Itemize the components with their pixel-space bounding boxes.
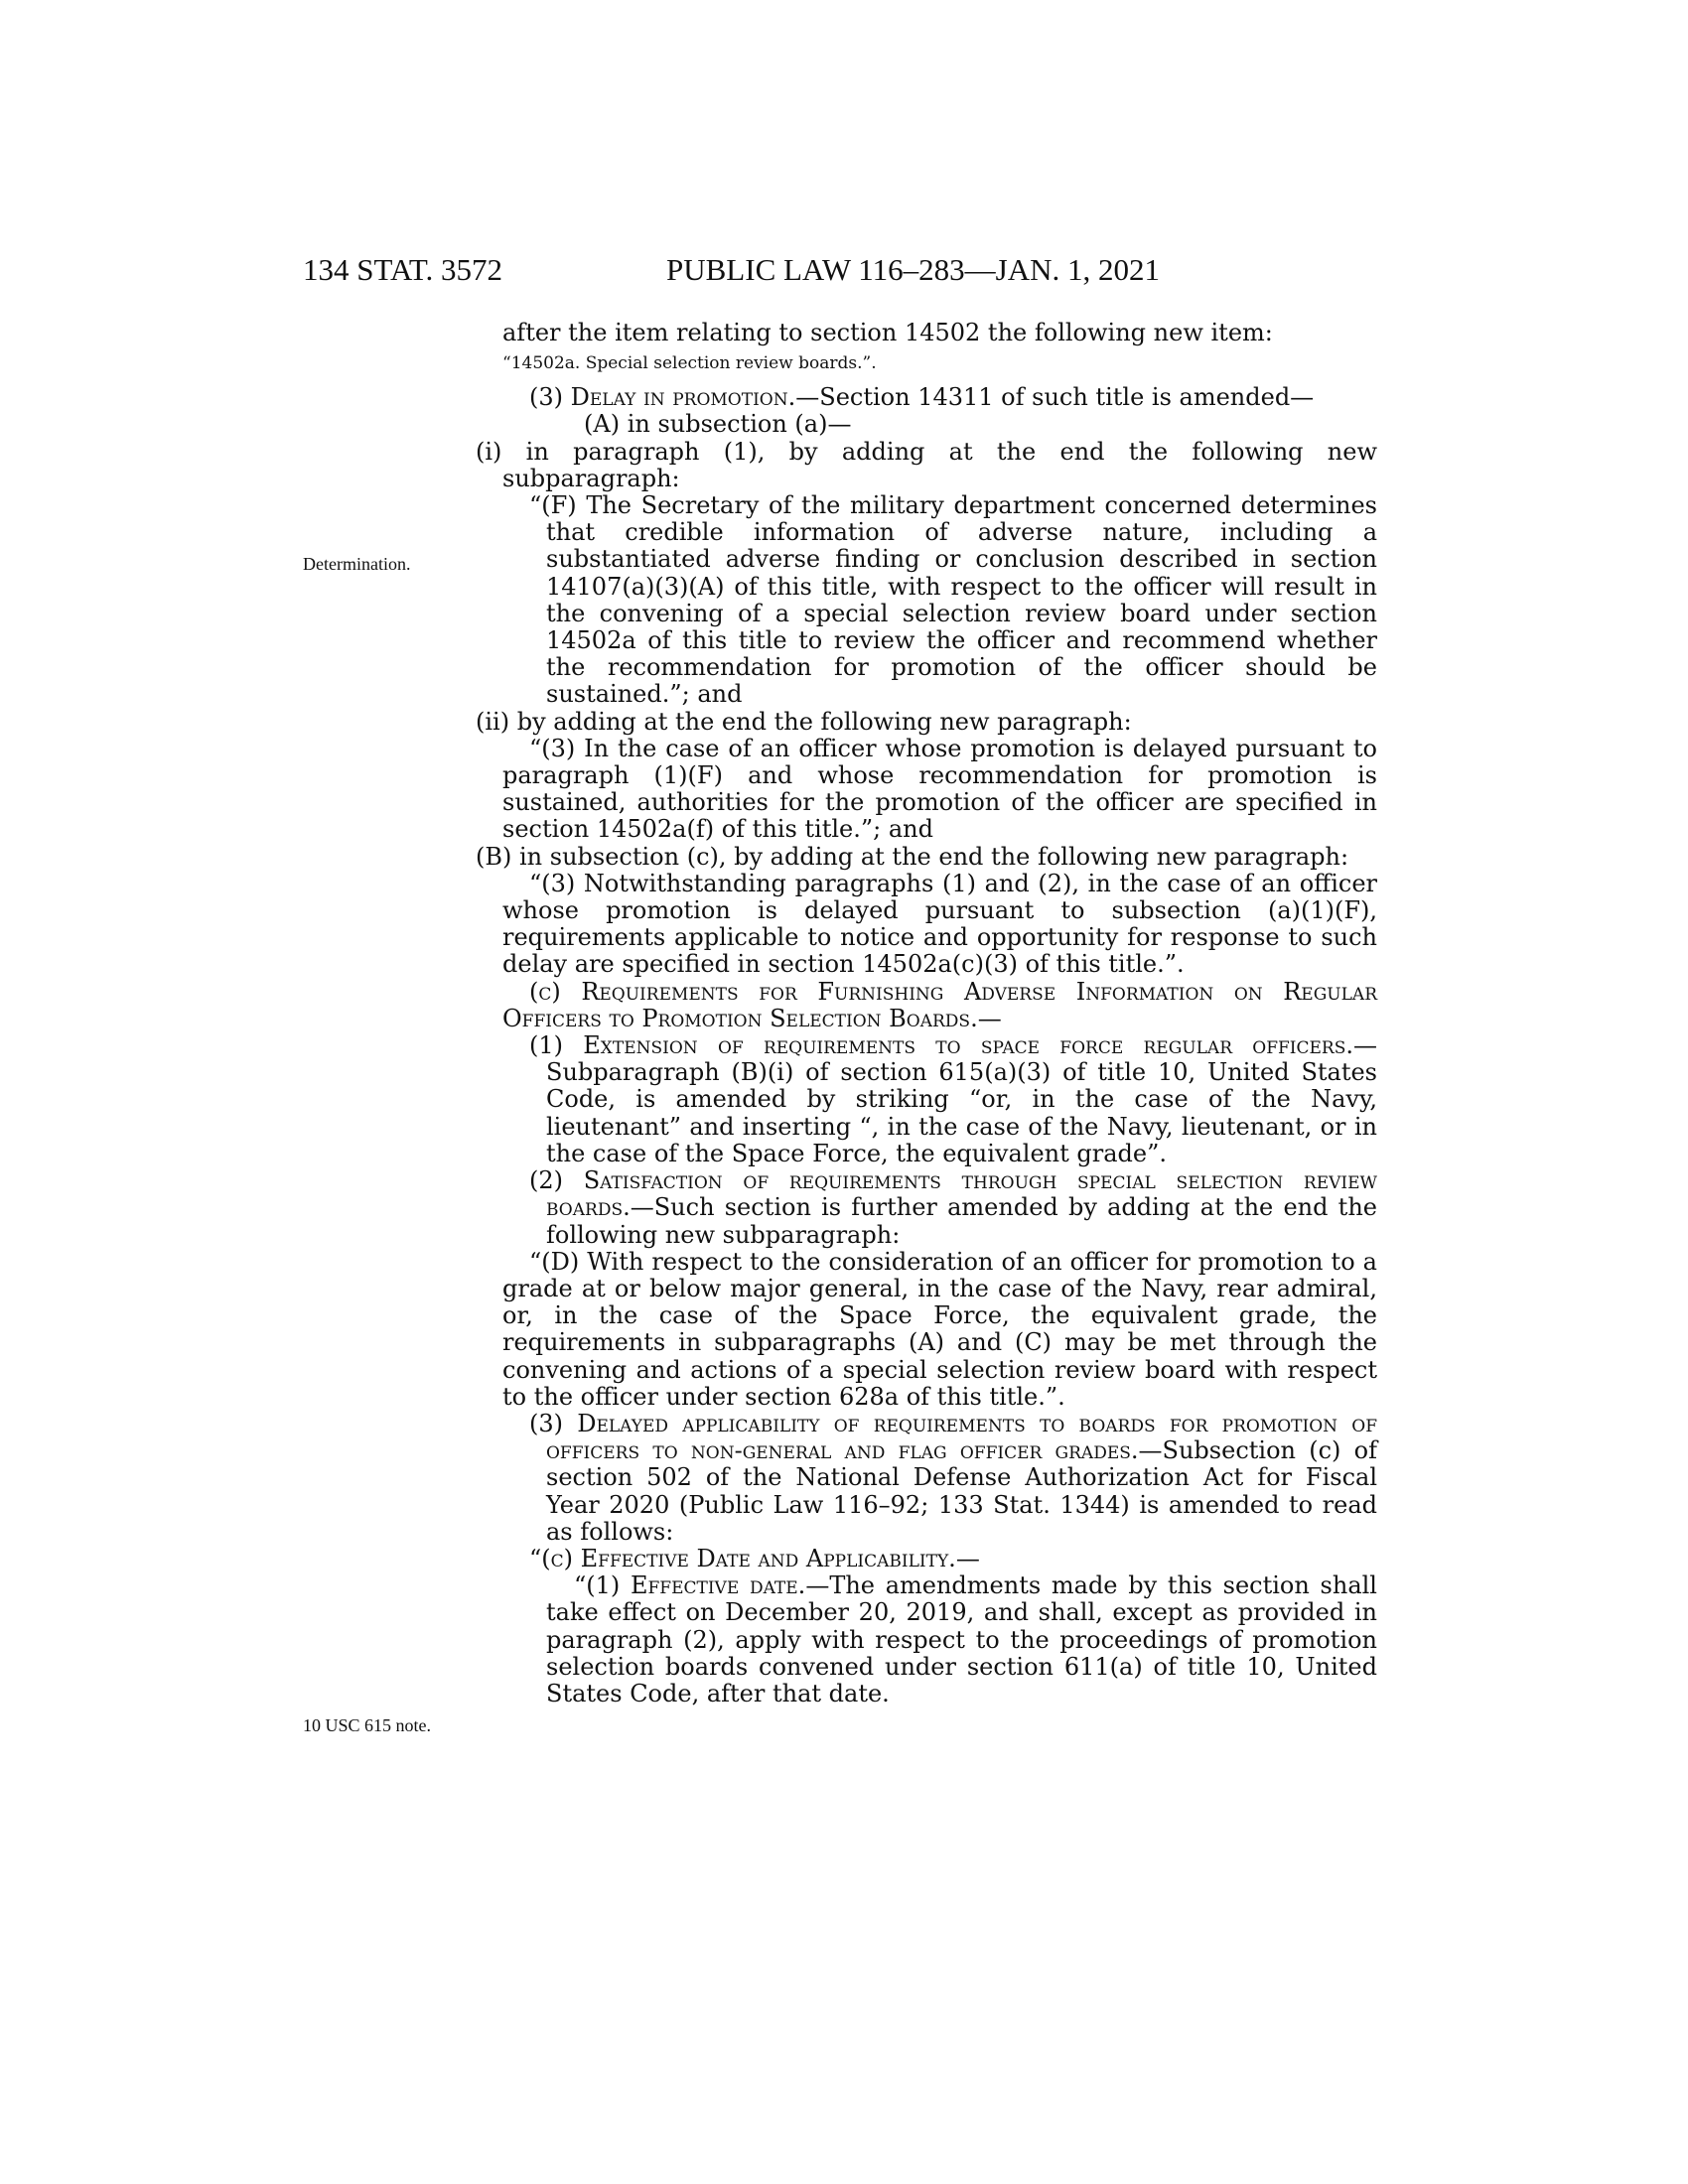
subsection-c [502,979,1377,1032]
clause-b: (B) in subsection (c), by adding at the end the following new paragraph: [476,842,1349,871]
quoted-paragraph-3-second: “(3) Notwithstanding paragraphs (1) and (2), in the case of an officer whose promotion is delayed pursuant to subsection (a)(1)(F), requirements applicable to notice and opportunity for response to such delay are specified in section 14502a(c)(3) of this title.”. [502,869,1377,979]
public-law-title: PUBLIC LAW 116–283—JAN. 1, 2021 [666,252,1160,287]
margin-note-usc: 10 USC 615 note. [303,1715,432,1735]
paragraph-item-intro: after the item relating to section 14502 the following new item: [502,319,1273,346]
heading-quoted-c: “(c) Effective Date and Applicability. [529,1544,956,1572]
text-delay-in-promotion: —Section 14311 of such title is amended— [795,383,1315,412]
quoted-paragraph-3-first: “(3) In the case of an officer whose promotion is delayed pursuant to paragraph (1)(F) and whose recommendation for promotion is sustained, authorities for the promotion of the officer are specified in section 14502a(f) of this title.”; and [502,734,1377,844]
heading-subsection-c: (c) Requirements for Furnishing Adverse Information on Regular Officers to Promotion Selection Boards. [502,977,1377,1032]
page-header [303,250,1377,290]
paragraph-c2 [529,1166,1377,1249]
statute-page-reference: 134 STAT. 3572 [303,252,503,287]
quoted-paragraph-1 [546,1572,1377,1707]
paragraph-delay-in-promotion [502,384,1377,411]
paragraph-c1 [529,1031,1377,1167]
clause-ii: (ii) by adding at the end the following new paragraph: [476,707,1132,736]
dash: — [955,1544,980,1572]
heading-c1: (1) Extension of requirements to space force regular officers. [529,1031,1353,1060]
quoted-subsection-c [529,1544,1377,1572]
clause-a: (A) in subsection (a)— [584,410,852,439]
text-effective-date: —The amendments made by this section shall take effect on December 20, 2019, and shall, except as provided in paragraph (2), apply with respect to the proceedings of promotion selection boards convened under section 611(a) of title 10, United States Code, after that date. [546,1571,1377,1707]
heading-c2: (2) Satisfaction of requirements through special selection review boards. [529,1166,1377,1222]
margin-note-determination: Determination. [303,554,411,574]
text-c3: —Subsection (c) of section 502 of the National Defense Authorization Act for Fiscal Year 2020 (Public Law 116–92; 133 Stat. 1344) is amended to read as follows: [546,1436,1377,1546]
heading-effective-date: “(1) Effective date. [574,1571,806,1600]
text-c2: —Such section is further amended by adding at the end the following new subparagraph: [546,1193,1377,1249]
law-body-text [476,319,1377,1707]
clause-i: (i) in paragraph (1), by adding at the end the following new subparagraph: [476,437,1377,492]
dash: — [977,1004,1002,1032]
heading-delay-in-promotion: (3) Delay in promotion. [529,383,796,412]
paragraph-c3 [529,1409,1377,1546]
text-c1: —Subparagraph (B)(i) of section 615(a)(3) of title 10, United States Code, is amended by striking “or, in the case of the Navy, lieutenant” and inserting “, in the case of the Navy, lieutenant, or in the case of the Space Force, the equivalent grade”. [546,1031,1377,1167]
quoted-subparagraph-d: “(D) With respect to the consideration of an officer for promotion to a grade at or below major general, in the case of the Navy, rear admiral, or, in the case of the Space Force, the equivalent grade, the requirements in subparagraphs (A) and (C) may be met through the convening and actions of a special selection review board with respect to the officer under section 628a of this title.”. [502,1247,1377,1411]
table-of-contents-entry: “14502a. Special selection review boards.”. [502,353,877,374]
heading-c3: (3) Delayed applicability of requirements to boards for promotion of officers to non-general and flag officer grades. [529,1409,1377,1465]
quoted-subparagraph-f: “(F) The Secretary of the military department concerned determines that credible information of adverse nature, including a substantiated adverse finding or conclusion described in section 14107(a)(3)(A) of this title, with respect to the officer will result in the convening of a special selection review board under section 14502a of this title to review the officer and recommend whether the recommendation for promotion of the officer should be sustained.”; and [529,491,1377,709]
